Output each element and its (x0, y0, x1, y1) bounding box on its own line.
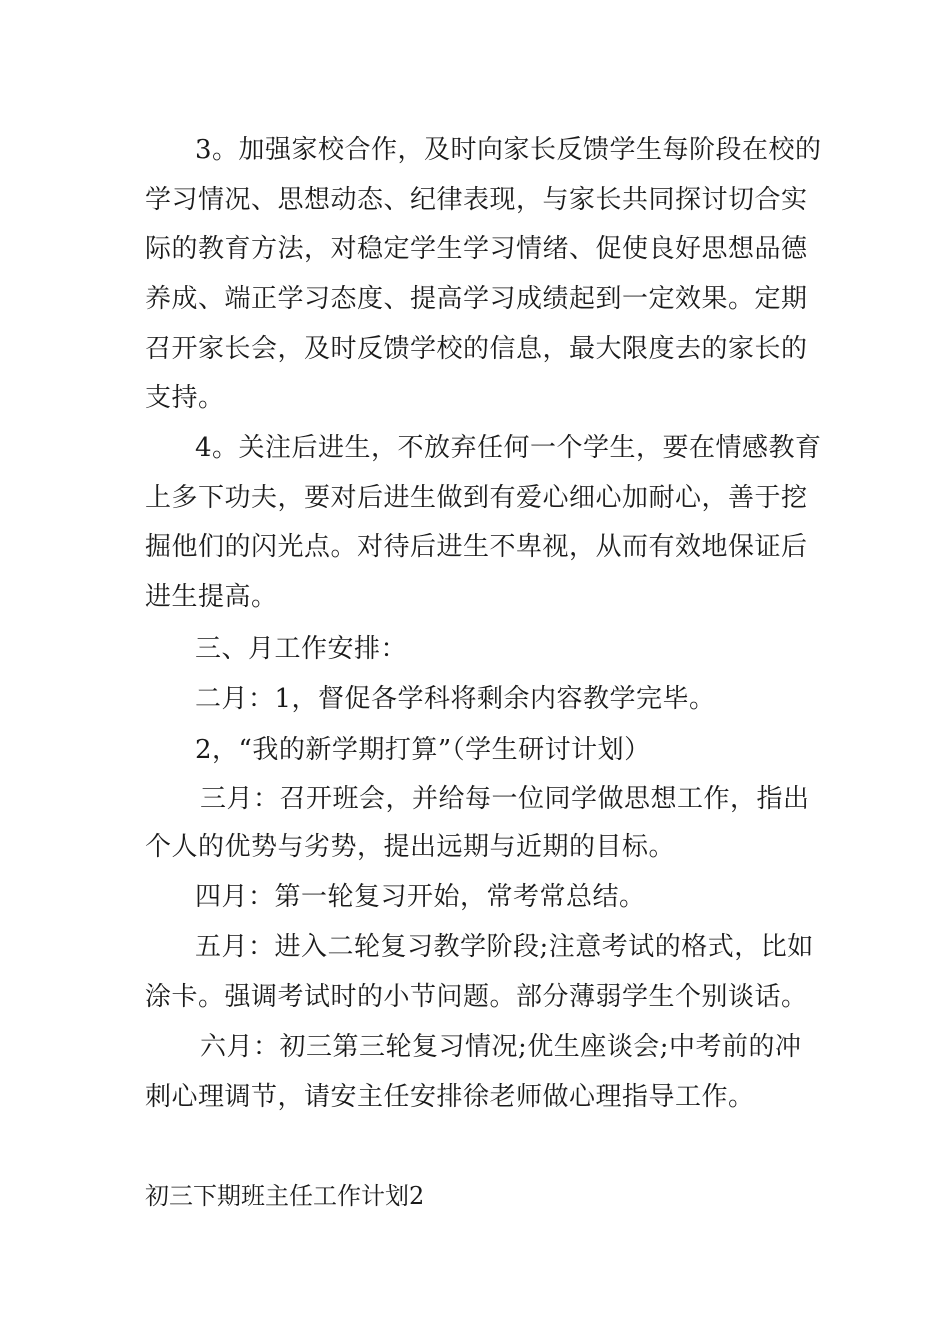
june-line-1: 六月：初三第三轮复习情况;优生座谈会;中考前的冲 (200, 1032, 802, 1062)
april-line: 四月：第一轮复习开始，常考常总结。 (195, 882, 646, 912)
may-line-1: 五月：进入二轮复习教学阶段;注意考试的格式，比如 (195, 932, 814, 962)
paragraph-4-line-4: 进生提高。 (145, 582, 278, 612)
march-line-1: 三月：召开班会，并给每一位同学做思想工作，指出 (200, 784, 810, 814)
paragraph-3-line-3: 际的教育方法，对稳定学生学习情绪、促使良好思想品德 (145, 234, 808, 264)
paragraph-3-line-6: 支持。 (145, 383, 225, 413)
paragraph-3-line-2: 学习情况、思想动态、纪律表现，与家长共同探讨切合实 (145, 185, 808, 215)
paragraph-4-line-2: 上多下功夫，要对后进生做到有爱心细心加耐心，善于挖 (145, 483, 808, 513)
paragraph-3-line-1: 3。加强家校合作，及时向家长反馈学生每阶段在校的 (195, 135, 822, 165)
paragraph-3-line-5: 召开家长会，及时反馈学校的信息，最大限度去的家长的 (145, 334, 808, 364)
may-line-2: 涂卡。强调考试时的小节问题。部分薄弱学生个别谈话。 (145, 982, 808, 1012)
paragraph-4-line-3: 掘他们的闪光点。对待后进生不卑视，从而有效地保证后 (145, 532, 808, 562)
february-item-2: 2，“我的新学期打算”（学生研讨计划） (195, 735, 651, 765)
february-item-1: 二月：1，督促各学科将剩余内容教学完毕。 (195, 684, 716, 714)
paragraph-3-line-4: 养成、端正学习态度、提高学习成绩起到一定效果。定期 (145, 284, 808, 314)
next-plan-title: 初三下期班主任工作计划2 (145, 1182, 425, 1210)
march-line-2: 个人的优势与劣势，提出远期与近期的目标。 (145, 832, 676, 862)
june-line-2: 刺心理调节，请安主任安排徐老师做心理指导工作。 (145, 1082, 755, 1112)
section-3-title: 三、月工作安排： (195, 634, 408, 664)
paragraph-4-line-1: 4。关注后进生，不放弃任何一个学生，要在情感教育 (195, 433, 822, 463)
